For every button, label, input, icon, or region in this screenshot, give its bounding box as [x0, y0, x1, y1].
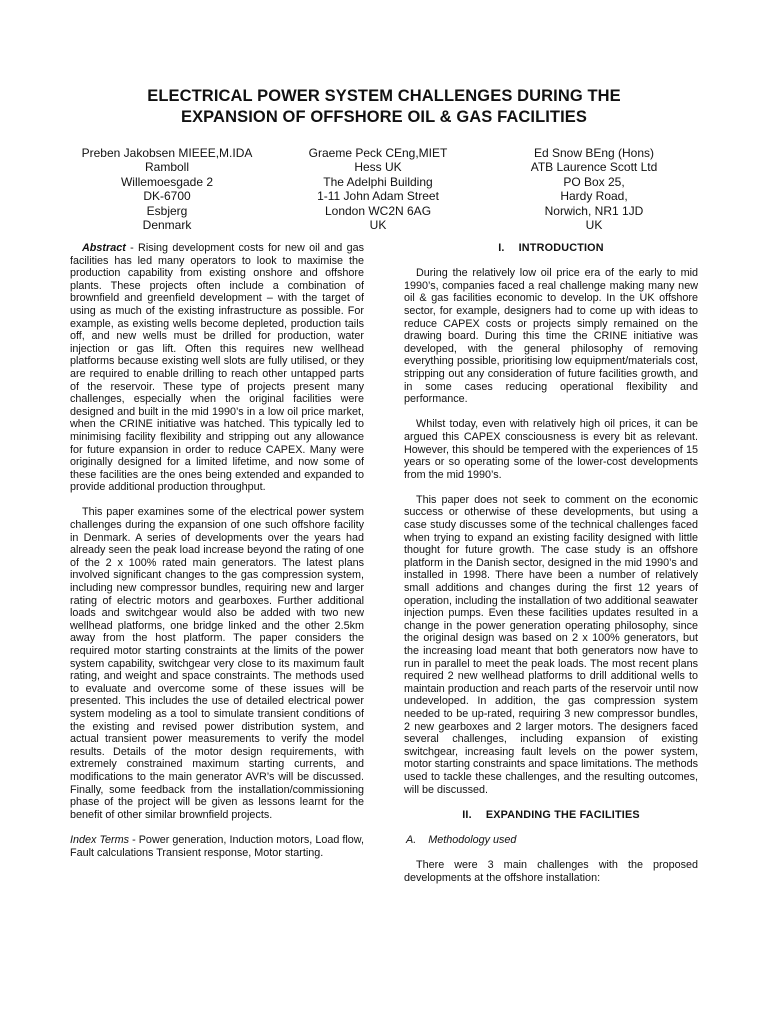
intro-paragraph-1: During the relatively low oil price era of the early to mid 1990’s, companies faced a real challenge making many new oil & gas facilities economic to develop. In the UK offshore sector, for example, designers had to come up with ideas to reduce CAPEX costs or projects simply remained on the drawing board. During this time the CRINE initiative was developed, with the general philosophy of removing everything possible, prioritising low equipment/materials cost, stripping out any consideration of future facilities growth, and in some cases reducing operational flexibility and performance.	[404, 267, 698, 406]
author-country: UK	[585, 218, 603, 233]
subsection-number: A.	[406, 833, 417, 846]
author-address-line: 1-11 John Adam Street	[317, 189, 439, 204]
paper-title	[60, 86, 708, 128]
intro-paragraph-3: This paper does not seek to comment on the economic success or otherwise of these developments, but using a case study discusses some of the technical challenges faced when trying to expand an existing facility designed with little thought for future growth. The case study is an offshore platform in the Danish sector, designed in the mid 1990’s and installed in 1998. There have been a number of relatively small additions and changes during the first 12 years of operation, including the installation of two additional seawater injection pumps. Even these facilities updates resulted in a change in the power generation operating philosophy, since the original design was based on 2 x 100% generators, but the increasing load meant that both generators now have to run in parallel to meet the peak loads. The most recent plans required 2 new wellhead platforms to drill additional wells to maintain production and reach parts of the reservoir until now undeveloped. In addition, the gas compression system needed to be up-rated, requiring 3 new compressor bundles, 2 new gearboxes and 2 larger motors. The designers faced several challenges, including expansion of existing switchgear, increasing fault levels on the power system, motor starting constraints and space limitations. The methods used to tackle these challenges, and the resulting outcomes, will be discussed.	[404, 493, 698, 796]
author-address-line: Willemoesgade 2	[120, 174, 214, 189]
section-number: I.	[498, 242, 505, 254]
subsection-heading-methodology	[404, 834, 698, 847]
author-country: UK	[369, 218, 387, 233]
section-heading-introduction	[404, 242, 698, 255]
author-address-line: PO Box 25,	[563, 174, 625, 189]
author-address-line: The Adelphi Building	[323, 174, 433, 189]
intro-paragraph-2: Whilst today, even with relatively high oil prices, it can be argued this CAPEX consciousness is every bit as relevant. However, this should be tempered with the experiences of 15 years or so operating some of the lower-cost developments from the mid 1990’s.	[404, 418, 698, 481]
author-affiliation: ATB Laurence Scott Ltd	[530, 160, 658, 175]
section-number: II.	[462, 808, 472, 821]
index-terms-text: - Power generation, Induction motors, Load flow, Fault calculations Transient response, Motor starting.	[70, 833, 364, 859]
index-terms	[70, 834, 364, 859]
title-line-1: ELECTRICAL POWER SYSTEM CHALLENGES DURING THE	[147, 87, 621, 105]
abstract-paragraph	[70, 242, 364, 494]
section-title: INTRODUCTION	[518, 242, 604, 254]
author-affiliation: Hess UK	[354, 160, 402, 175]
section-title: EXPANDING THE FACILITIES	[485, 808, 640, 821]
author-address-line: London WC2N 6AG	[324, 203, 432, 218]
right-column	[404, 242, 698, 897]
author-name: Preben Jakobsen MIEEE,M.IDA	[81, 146, 253, 160]
index-terms-label: Index Terms	[70, 833, 130, 846]
author-address-line: Hardy Road,	[560, 189, 628, 204]
author-address-line: Norwich, NR1 1JD	[544, 203, 644, 218]
expanding-paragraph-1: There were 3 main challenges with the proposed developments at the offshore installation:	[404, 859, 698, 884]
author-address-line: Esbjerg	[146, 203, 188, 218]
author-affiliation: Ramboll	[144, 160, 189, 175]
author-country: Denmark	[142, 218, 192, 233]
author-address-line: DK-6700	[143, 189, 191, 204]
abstract-text: - Rising development costs for new oil and gas facilities has led many operators to look to maximise the production capability from existing onshore and offshore plants. These projects often include a combination of brownfield and greenfield development – with the target of using as much of the existing infrastructure as possible. For example, as existing wells become depleted, production tails off, and new wells must be drilled for production, water injection or gas lift. Often this requires new wellhead platforms because existing well slots are fully utilised, or they are required to enable drilling to reach other untapped parts of the reservoir. These type of projects present many challenges, especially when the original facilities were designed and built in the mid 1990’s in a low oil price market, when the CRINE initiative was hatched. This typically led to minimising facility flexibility and stripping out any allowance for future expansion in order to reduce CAPEX. Many were originally designed for a limited lifetime, and now some of these facilities are the ones being extended and expanded to provide additional production throughput.	[70, 242, 364, 494]
abstract-label: Abstract	[82, 242, 126, 254]
author-block-1	[62, 146, 272, 232]
abstract-paragraph-2: This paper examines some of the electrical power system challenges during the expansion of one such offshore facility in Denmark. A series of developments over the years had already seen the peak load increase beyond the rating of one of the 2 x 100% rated main generators. The latest plans involved significant changes to the gas compression system, including new compressor bundles, requiring new and larger rating of electric motors and gearboxes. Further additional loads and switchgear would also be added with two new wellhead platforms, one bridge linked and the other 2.5km away from the host platform. The paper considers the required motor starting constraints at the limits of the power system capability, switchgear very close to its maximum fault rating, and weight and space constraints. The methods used to evaluate and overcome some of these issues will be presented. This includes the use of detailed electrical power system modeling as a tool to simulate transient conditions of the existing and revised power distribution system, and actual transient power measurements to verify the model results. Details of the motor design requirements, with extremely constrained maximum starting currents, and modifications to the main generator AVR’s will be discussed. Finally, some feedback from the installation/commissioning phase of the project will be given as lessons learnt for the benefit of other similar brownfield projects.	[70, 506, 364, 821]
left-column	[70, 242, 364, 872]
author-name: Graeme Peck CEng,MIET	[308, 146, 448, 160]
author-block-3	[484, 146, 704, 232]
section-heading-expanding	[404, 809, 698, 822]
title-line-2: EXPANSION OF OFFSHORE OIL & GAS FACILITIES	[180, 108, 588, 126]
author-block-2	[273, 146, 483, 232]
author-name: Ed Snow BEng (Hons)	[533, 146, 655, 160]
subsection-title: Methodology used	[428, 833, 517, 846]
